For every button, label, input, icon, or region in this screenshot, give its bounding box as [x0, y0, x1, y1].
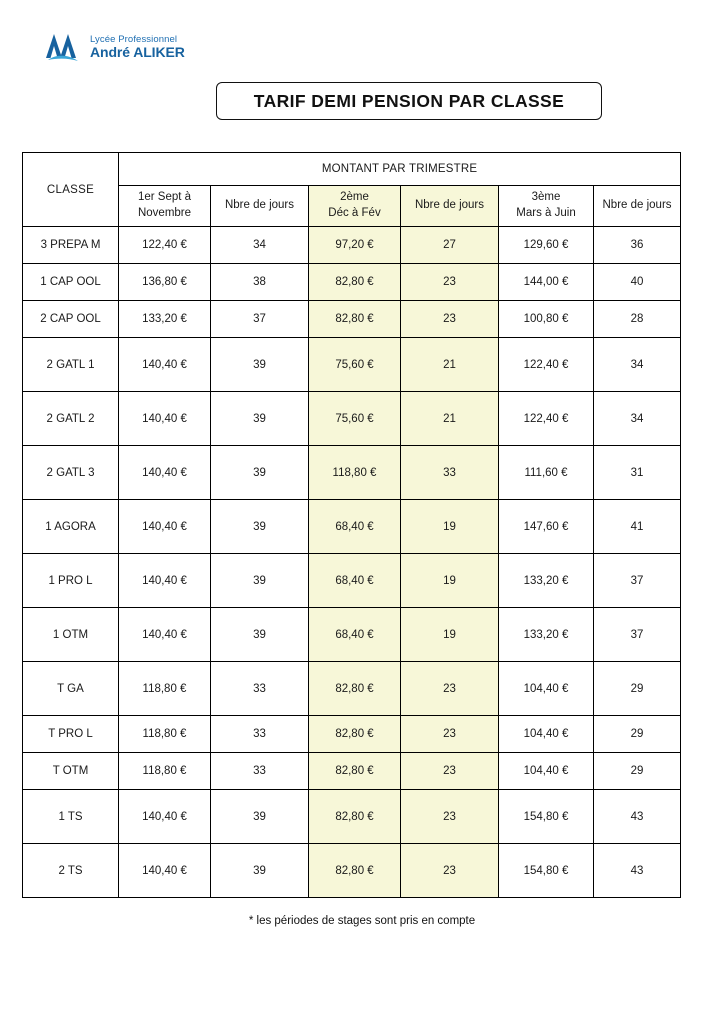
cell-jours-trimestre-3: 34	[594, 338, 681, 392]
cell-jours-trimestre-1: 39	[211, 790, 309, 844]
cell-jours-trimestre-1: 38	[211, 264, 309, 301]
cell-montant-trimestre-1: 136,80 €	[119, 264, 211, 301]
cell-jours-trimestre-2: 23	[401, 716, 499, 753]
cell-classe: 2 GATL 3	[23, 446, 119, 500]
cell-montant-trimestre-3: 111,60 €	[499, 446, 594, 500]
cell-montant-trimestre-2: 82,80 €	[309, 264, 401, 301]
cell-jours-trimestre-2: 19	[401, 608, 499, 662]
table-row	[23, 227, 681, 264]
cell-montant-trimestre-2: 82,80 €	[309, 753, 401, 790]
header-montant-par-trimestre: MONTANT PAR TRIMESTRE	[119, 153, 681, 186]
cell-jours-trimestre-3: 43	[594, 790, 681, 844]
cell-jours-trimestre-3: 28	[594, 301, 681, 338]
cell-classe: 1 AGORA	[23, 500, 119, 554]
table-row	[23, 790, 681, 844]
cell-jours-trimestre-3: 29	[594, 662, 681, 716]
table-row	[23, 608, 681, 662]
cell-montant-trimestre-3: 122,40 €	[499, 392, 594, 446]
cell-jours-trimestre-1: 39	[211, 844, 309, 898]
page-title: TARIF DEMI PENSION PAR CLASSE	[253, 90, 565, 111]
table-row	[23, 264, 681, 301]
cell-montant-trimestre-1: 122,40 €	[119, 227, 211, 264]
cell-montant-trimestre-3: 144,00 €	[499, 264, 594, 301]
cell-jours-trimestre-1: 34	[211, 227, 309, 264]
cell-montant-trimestre-2: 97,20 €	[309, 227, 401, 264]
cell-jours-trimestre-3: 29	[594, 716, 681, 753]
cell-montant-trimestre-2: 75,60 €	[309, 392, 401, 446]
cell-jours-trimestre-1: 33	[211, 716, 309, 753]
table-row	[23, 844, 681, 898]
table-row	[23, 338, 681, 392]
cell-montant-trimestre-2: 68,40 €	[309, 608, 401, 662]
cell-montant-trimestre-3: 154,80 €	[499, 790, 594, 844]
cell-montant-trimestre-3: 133,20 €	[499, 608, 594, 662]
cell-montant-trimestre-1: 140,40 €	[119, 500, 211, 554]
cell-montant-trimestre-1: 140,40 €	[119, 392, 211, 446]
cell-montant-trimestre-3: 104,40 €	[499, 716, 594, 753]
table-row	[23, 301, 681, 338]
cell-montant-trimestre-3: 154,80 €	[499, 844, 594, 898]
cell-montant-trimestre-2: 82,80 €	[309, 844, 401, 898]
table-row	[23, 554, 681, 608]
cell-jours-trimestre-3: 29	[594, 753, 681, 790]
cell-montant-trimestre-2: 82,80 €	[309, 716, 401, 753]
cell-jours-trimestre-1: 39	[211, 338, 309, 392]
double-a-logo-icon	[42, 30, 84, 64]
cell-jours-trimestre-2: 21	[401, 392, 499, 446]
cell-jours-trimestre-2: 23	[401, 844, 499, 898]
table-row	[23, 662, 681, 716]
cell-montant-trimestre-3: 100,80 €	[499, 301, 594, 338]
cell-jours-trimestre-1: 39	[211, 608, 309, 662]
cell-jours-trimestre-1: 33	[211, 662, 309, 716]
cell-classe: 3 PREPA M	[23, 227, 119, 264]
header-trimestre-1: 1er Sept à Novembre	[119, 186, 211, 227]
cell-jours-trimestre-2: 27	[401, 227, 499, 264]
cell-montant-trimestre-1: 118,80 €	[119, 716, 211, 753]
page-title-box	[216, 82, 602, 120]
header-nbre-jours-3: Nbre de jours	[594, 186, 681, 227]
cell-jours-trimestre-3: 37	[594, 608, 681, 662]
cell-classe: 1 PRO L	[23, 554, 119, 608]
cell-classe: T GA	[23, 662, 119, 716]
cell-montant-trimestre-2: 68,40 €	[309, 500, 401, 554]
cell-jours-trimestre-3: 34	[594, 392, 681, 446]
table-row	[23, 716, 681, 753]
school-logo	[42, 30, 185, 64]
cell-jours-trimestre-2: 19	[401, 500, 499, 554]
logo-line-2: André ALIKER	[90, 43, 185, 60]
cell-jours-trimestre-2: 19	[401, 554, 499, 608]
cell-jours-trimestre-2: 23	[401, 662, 499, 716]
cell-montant-trimestre-1: 140,40 €	[119, 446, 211, 500]
header-nbre-jours-2: Nbre de jours	[401, 186, 499, 227]
cell-jours-trimestre-1: 39	[211, 554, 309, 608]
cell-jours-trimestre-1: 39	[211, 500, 309, 554]
cell-classe: 1 TS	[23, 790, 119, 844]
cell-jours-trimestre-3: 37	[594, 554, 681, 608]
cell-montant-trimestre-2: 118,80 €	[309, 446, 401, 500]
cell-montant-trimestre-2: 68,40 €	[309, 554, 401, 608]
cell-classe: 2 TS	[23, 844, 119, 898]
cell-classe: 1 CAP OOL	[23, 264, 119, 301]
cell-montant-trimestre-2: 75,60 €	[309, 338, 401, 392]
cell-jours-trimestre-1: 39	[211, 392, 309, 446]
cell-montant-trimestre-1: 140,40 €	[119, 608, 211, 662]
cell-jours-trimestre-1: 37	[211, 301, 309, 338]
cell-jours-trimestre-3: 31	[594, 446, 681, 500]
cell-classe: 2 CAP OOL	[23, 301, 119, 338]
footnote: * les périodes de stages sont pris en compte	[248, 915, 476, 927]
cell-montant-trimestre-1: 140,40 €	[119, 844, 211, 898]
cell-montant-trimestre-3: 129,60 €	[499, 227, 594, 264]
cell-jours-trimestre-2: 23	[401, 753, 499, 790]
logo-text	[90, 35, 185, 60]
logo-line-1: Lycée Professionnel	[90, 33, 178, 45]
cell-jours-trimestre-3: 43	[594, 844, 681, 898]
tarif-table-body	[23, 227, 681, 898]
cell-montant-trimestre-2: 82,80 €	[309, 662, 401, 716]
table-row	[23, 446, 681, 500]
cell-jours-trimestre-1: 39	[211, 446, 309, 500]
cell-montant-trimestre-2: 82,80 €	[309, 790, 401, 844]
cell-jours-trimestre-2: 23	[401, 301, 499, 338]
header-trimestre-3: 3ème Mars à Juin	[499, 186, 594, 227]
cell-classe: T PRO L	[23, 716, 119, 753]
cell-montant-trimestre-1: 140,40 €	[119, 790, 211, 844]
tarif-table	[22, 152, 681, 898]
table-row	[23, 392, 681, 446]
cell-montant-trimestre-3: 147,60 €	[499, 500, 594, 554]
cell-jours-trimestre-2: 21	[401, 338, 499, 392]
cell-jours-trimestre-3: 36	[594, 227, 681, 264]
cell-classe: 1 OTM	[23, 608, 119, 662]
cell-montant-trimestre-3: 104,40 €	[499, 662, 594, 716]
cell-jours-trimestre-2: 23	[401, 264, 499, 301]
cell-classe: 2 GATL 1	[23, 338, 119, 392]
cell-montant-trimestre-2: 82,80 €	[309, 301, 401, 338]
header-classe: CLASSE	[23, 153, 119, 227]
cell-montant-trimestre-1: 140,40 €	[119, 338, 211, 392]
cell-montant-trimestre-1: 118,80 €	[119, 662, 211, 716]
header-nbre-jours-1: Nbre de jours	[211, 186, 309, 227]
cell-montant-trimestre-3: 133,20 €	[499, 554, 594, 608]
table-row	[23, 753, 681, 790]
cell-classe: 2 GATL 2	[23, 392, 119, 446]
cell-montant-trimestre-1: 118,80 €	[119, 753, 211, 790]
cell-classe: T OTM	[23, 753, 119, 790]
cell-jours-trimestre-1: 33	[211, 753, 309, 790]
cell-montant-trimestre-3: 122,40 €	[499, 338, 594, 392]
cell-montant-trimestre-3: 104,40 €	[499, 753, 594, 790]
cell-jours-trimestre-3: 41	[594, 500, 681, 554]
cell-montant-trimestre-1: 133,20 €	[119, 301, 211, 338]
cell-montant-trimestre-1: 140,40 €	[119, 554, 211, 608]
table-row	[23, 500, 681, 554]
header-trimestre-2: 2ème Déc à Fév	[309, 186, 401, 227]
cell-jours-trimestre-3: 40	[594, 264, 681, 301]
cell-jours-trimestre-2: 33	[401, 446, 499, 500]
cell-jours-trimestre-2: 23	[401, 790, 499, 844]
